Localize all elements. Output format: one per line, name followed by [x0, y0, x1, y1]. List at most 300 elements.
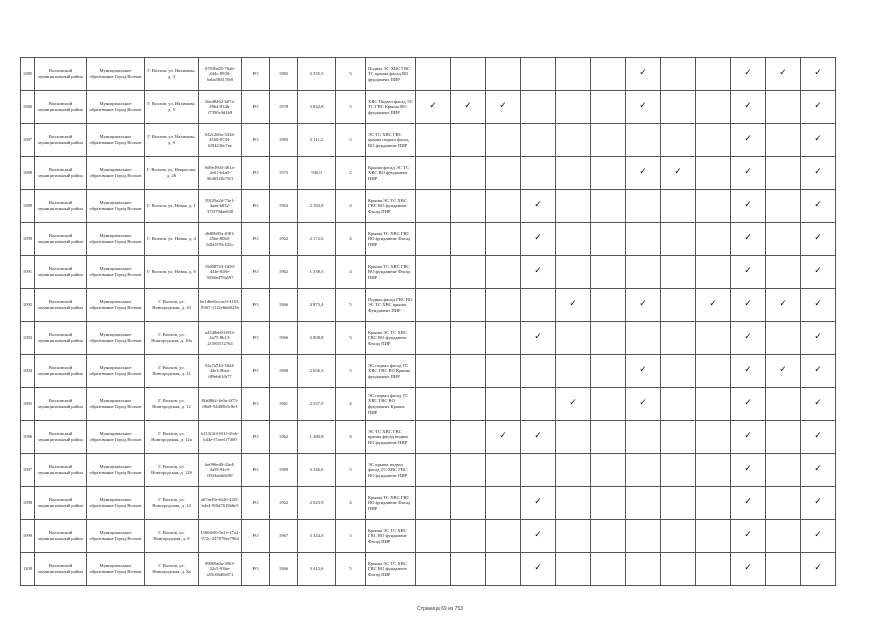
municipality-cell: Муниципальное образование Город Волхов: [87, 553, 145, 586]
work-check-cell: [801, 421, 836, 454]
table-row: [21, 454, 836, 487]
work-check-cell: [661, 322, 696, 355]
row-number-cell: 1097: [21, 454, 35, 487]
check-mark-icon: ✓: [569, 299, 577, 310]
work-check-cell: [696, 487, 731, 520]
work-check-cell: [696, 454, 731, 487]
check-mark-icon: ✓: [744, 200, 752, 211]
work-check-cell: [486, 190, 521, 223]
check-mark-icon: ✓: [814, 398, 822, 409]
work-check-cell: [801, 91, 836, 124]
work-check-cell: [591, 190, 626, 223]
work-check-cell: [591, 454, 626, 487]
check-mark-icon: ✓: [744, 68, 752, 79]
check-mark-icon: ✓: [779, 299, 787, 310]
work-check-cell: [731, 553, 766, 586]
work-check-cell: [556, 520, 591, 553]
total-area-cell: 2 537,9: [298, 388, 336, 421]
work-check-cell: [661, 520, 696, 553]
address-cell: Г. Волхов, ул. Новая, д. 4: [145, 223, 199, 256]
work-check-cell: [486, 520, 521, 553]
work-check-cell: [626, 58, 661, 91]
district-cell: Волховский муниципальный район: [35, 157, 87, 190]
table-row: [21, 322, 836, 355]
floors-cell: 5: [336, 454, 366, 487]
work-check-cell: [801, 157, 836, 190]
work-check-cell: [696, 388, 731, 421]
municipality-cell: Муниципальное образование Город Волхов: [87, 58, 145, 91]
floors-cell: 5: [336, 322, 366, 355]
fund-type-cell: РО: [242, 256, 270, 289]
work-check-cell: [591, 322, 626, 355]
table-row: [21, 223, 836, 256]
work-check-cell: [556, 289, 591, 322]
check-mark-icon: ✓: [534, 233, 542, 244]
check-mark-icon: ✓: [814, 134, 822, 145]
fund-type-cell: РО: [242, 388, 270, 421]
house-guid-cell: 1560fe06-5a1e-47a3-972c-247879ee7964: [199, 520, 242, 553]
check-mark-icon: ✓: [814, 233, 822, 244]
work-check-cell: [416, 190, 451, 223]
work-types-cell: Крыша фасад ЭС ТС ХВС ВО фундамент ПИР: [366, 157, 416, 190]
work-check-cell: [696, 553, 731, 586]
check-mark-icon: ✓: [639, 68, 647, 79]
work-check-cell: [521, 124, 556, 157]
work-check-cell: [766, 322, 801, 355]
district-cell: Волховский муниципальный район: [35, 223, 87, 256]
build-year-cell: 1966: [270, 553, 298, 586]
check-mark-icon: ✓: [534, 563, 542, 574]
total-area-cell: 2 183,8: [298, 190, 336, 223]
check-mark-icon: ✓: [569, 398, 577, 409]
work-check-cell: [556, 487, 591, 520]
address-cell: Г. Волхов, ул. Новгородская, д. 8: [145, 520, 199, 553]
check-mark-icon: ✓: [534, 497, 542, 508]
fund-type-cell: РО: [242, 421, 270, 454]
check-mark-icon: ✓: [464, 101, 472, 112]
work-check-cell: [521, 157, 556, 190]
work-check-cell: [626, 388, 661, 421]
work-check-cell: [801, 124, 836, 157]
check-mark-icon: ✓: [639, 167, 647, 178]
work-check-cell: [451, 355, 486, 388]
work-check-cell: [661, 388, 696, 421]
house-guid-cell: 92a7a743-5844-44e3-9bea-f09eb61fb77: [199, 355, 242, 388]
floors-cell: 4: [336, 388, 366, 421]
table-body: [21, 58, 836, 586]
work-check-cell: [486, 289, 521, 322]
work-types-cell: Подвал ЭС ХВС ГВС ТС крыша фасад ВО фундамент ПИР: [366, 58, 416, 91]
work-check-cell: [801, 520, 836, 553]
work-check-cell: [731, 322, 766, 355]
district-cell: Волховский муниципальный район: [35, 487, 87, 520]
floors-cell: 4: [336, 421, 366, 454]
house-guid-cell: db80b95a-f081-45be-80b5-b2b0378c525c: [199, 223, 242, 256]
address-cell: Г. Волхов, ул. Новгородская, д. 11: [145, 355, 199, 388]
check-mark-icon: ✓: [534, 200, 542, 211]
work-check-cell: [591, 553, 626, 586]
work-check-cell: [591, 256, 626, 289]
work-check-cell: [766, 421, 801, 454]
work-types-cell: Крыша ЭС ТС ХВС ГВС ВО фундамент Фасад ПИР: [366, 190, 416, 223]
work-check-cell: [766, 124, 801, 157]
work-check-cell: [801, 487, 836, 520]
check-mark-icon: ✓: [744, 332, 752, 343]
total-area-cell: 3 412,6: [298, 553, 336, 586]
work-check-cell: [416, 388, 451, 421]
work-check-cell: [731, 124, 766, 157]
check-mark-icon: ✓: [499, 101, 507, 112]
check-mark-icon: ✓: [814, 464, 822, 475]
floors-cell: 5: [336, 289, 366, 322]
check-mark-icon: ✓: [639, 365, 647, 376]
district-cell: Волховский муниципальный район: [35, 256, 87, 289]
work-check-cell: [416, 58, 451, 91]
work-check-cell: [556, 322, 591, 355]
work-check-cell: [661, 487, 696, 520]
work-check-cell: [591, 289, 626, 322]
work-check-cell: [626, 91, 661, 124]
work-check-cell: [451, 289, 486, 322]
address-cell: Г. Волхов, ул. Новая, д. 1: [145, 190, 199, 223]
house-guid-cell: 19d08723-1d50-44fe-818e-5038a479a597: [199, 256, 242, 289]
row-number-cell: 1094: [21, 355, 35, 388]
check-mark-icon: ✓: [814, 332, 822, 343]
work-check-cell: [801, 256, 836, 289]
work-check-cell: [731, 256, 766, 289]
work-check-cell: [766, 289, 801, 322]
check-mark-icon: ✓: [534, 530, 542, 541]
work-types-cell: ЭС подвал фасад ТС ХВС ГВС ВО фундамент Крыша ПИР: [366, 388, 416, 421]
build-year-cell: 1966: [270, 322, 298, 355]
table-row: [21, 421, 836, 454]
check-mark-icon: ✓: [744, 563, 752, 574]
check-mark-icon: ✓: [744, 497, 752, 508]
check-mark-icon: ✓: [814, 365, 822, 376]
work-check-cell: [661, 289, 696, 322]
work-check-cell: [486, 454, 521, 487]
work-check-cell: [451, 256, 486, 289]
work-check-cell: [766, 520, 801, 553]
work-check-cell: [661, 91, 696, 124]
work-check-cell: [416, 520, 451, 553]
fund-type-cell: РО: [242, 487, 270, 520]
work-check-cell: [766, 91, 801, 124]
table-row: [21, 520, 836, 553]
row-number-cell: 1086: [21, 91, 35, 124]
row-number-cell: 1088: [21, 157, 35, 190]
work-check-cell: [626, 256, 661, 289]
work-check-cell: [731, 388, 766, 421]
work-types-cell: Крыша ТС ХВС ГВС ВО фундамент Фасад ПИР: [366, 487, 416, 520]
total-area-cell: 5 111,2: [298, 124, 336, 157]
table-row: [21, 190, 836, 223]
fund-type-cell: РО: [242, 289, 270, 322]
table-row: [21, 256, 836, 289]
total-area-cell: 1 338,5: [298, 256, 336, 289]
house-guid-cell: a4348eb0-b933-4a75-8b13-21585512764: [199, 322, 242, 355]
address-cell: Г. Волхов, ул. Нахимова, д. 5: [145, 91, 199, 124]
build-year-cell: 1963: [270, 190, 298, 223]
fund-type-cell: РО: [242, 190, 270, 223]
work-check-cell: [486, 223, 521, 256]
work-check-cell: [766, 223, 801, 256]
floors-cell: 5: [336, 124, 366, 157]
floors-cell: 4: [336, 487, 366, 520]
district-cell: Волховский муниципальный район: [35, 91, 87, 124]
work-types-cell: ЭС ТС ХВС ГВС крыша подвал фасад ВО фундамент ПИР: [366, 124, 416, 157]
check-mark-icon: ✓: [814, 563, 822, 574]
build-year-cell: 1961: [270, 388, 298, 421]
check-mark-icon: ✓: [639, 398, 647, 409]
table-row: [21, 157, 836, 190]
row-number-cell: 1085: [21, 58, 35, 91]
row-number-cell: 1095: [21, 388, 35, 421]
work-types-cell: Крыша ТС ХВС ГВС ВО фундамент Фасад ПИР: [366, 223, 416, 256]
work-check-cell: [416, 454, 451, 487]
work-check-cell: [556, 421, 591, 454]
address-cell: Г. Волхов, ул. Новгородская, д. 12а: [145, 421, 199, 454]
municipality-cell: Муниципальное образование Город Волхов: [87, 454, 145, 487]
municipality-cell: Муниципальное образование Город Волхов: [87, 124, 145, 157]
work-check-cell: [626, 355, 661, 388]
work-check-cell: [451, 58, 486, 91]
work-check-cell: [521, 190, 556, 223]
work-check-cell: [416, 157, 451, 190]
work-check-cell: [626, 124, 661, 157]
work-types-cell: Крыша ЭС ТС ХВС ГВС ВО фундамент Фасад ПИР: [366, 520, 416, 553]
fund-type-cell: РО: [242, 157, 270, 190]
work-check-cell: [766, 553, 801, 586]
work-check-cell: [626, 553, 661, 586]
work-check-cell: [416, 256, 451, 289]
work-check-cell: [591, 421, 626, 454]
address-cell: Г. Волхов, ул. Новгородская, д. 10: [145, 289, 199, 322]
work-check-cell: [696, 157, 731, 190]
table-row: [21, 487, 836, 520]
work-check-cell: [451, 223, 486, 256]
work-check-cell: [451, 454, 486, 487]
row-number-cell: 1091: [21, 256, 35, 289]
work-check-cell: [416, 355, 451, 388]
work-check-cell: [556, 91, 591, 124]
work-check-cell: [556, 355, 591, 388]
total-area-cell: 3 344,0: [298, 520, 336, 553]
work-check-cell: [731, 520, 766, 553]
address-cell: Г. Волхов, ул. Новгородская, д. 10а: [145, 322, 199, 355]
district-cell: Волховский муниципальный район: [35, 190, 87, 223]
municipality-cell: Муниципальное образование Город Волхов: [87, 91, 145, 124]
check-mark-icon: ✓: [744, 431, 752, 442]
house-guid-cell: 26ed8462-b07a-49b4-834b-f7390c9d1b9: [199, 91, 242, 124]
work-check-cell: [626, 289, 661, 322]
check-mark-icon: ✓: [499, 431, 507, 442]
check-mark-icon: ✓: [744, 167, 752, 178]
work-check-cell: [661, 157, 696, 190]
work-check-cell: [521, 355, 556, 388]
build-year-cell: 1962: [270, 487, 298, 520]
fund-type-cell: РО: [242, 58, 270, 91]
work-check-cell: [696, 355, 731, 388]
municipality-cell: Муниципальное образование Город Волхов: [87, 256, 145, 289]
work-check-cell: [451, 388, 486, 421]
address-cell: Г. Волхов, ул. Новгородская, д. 14: [145, 487, 199, 520]
work-check-cell: [521, 553, 556, 586]
work-check-cell: [556, 58, 591, 91]
total-area-cell: 3 346,6: [298, 454, 336, 487]
address-cell: Г. Волхов, ул. Новая, д. 8: [145, 256, 199, 289]
check-mark-icon: ✓: [814, 68, 822, 79]
work-check-cell: [451, 91, 486, 124]
check-mark-icon: ✓: [779, 68, 787, 79]
work-check-cell: [486, 124, 521, 157]
build-year-cell: 1962: [270, 223, 298, 256]
work-check-cell: [801, 289, 836, 322]
build-year-cell: 1962: [270, 421, 298, 454]
work-check-cell: [696, 421, 731, 454]
build-year-cell: 1982: [270, 58, 298, 91]
municipality-cell: Муниципальное образование Город Волхов: [87, 487, 145, 520]
house-guid-cell: 59129a2d-73e1-4aaa-b832-37f379dae630: [199, 190, 242, 223]
work-check-cell: [731, 190, 766, 223]
work-check-cell: [591, 223, 626, 256]
row-number-cell: 1100: [21, 553, 35, 586]
work-check-cell: [731, 487, 766, 520]
district-cell: Волховский муниципальный район: [35, 520, 87, 553]
work-check-cell: [451, 553, 486, 586]
work-check-cell: [416, 124, 451, 157]
work-types-cell: Крыша ЭС ТС ХВС ГВС ВО фундамент Фасад ПИР: [366, 322, 416, 355]
district-cell: Волховский муниципальный район: [35, 58, 87, 91]
district-cell: Волховский муниципальный район: [35, 553, 87, 586]
work-check-cell: [696, 322, 731, 355]
work-check-cell: [661, 223, 696, 256]
check-mark-icon: ✓: [709, 299, 717, 310]
row-number-cell: 1087: [21, 124, 35, 157]
row-number-cell: 1090: [21, 223, 35, 256]
row-number-cell: 1093: [21, 322, 35, 355]
work-check-cell: [766, 190, 801, 223]
work-check-cell: [661, 58, 696, 91]
work-check-cell: [451, 157, 486, 190]
work-check-cell: [486, 256, 521, 289]
check-mark-icon: ✓: [744, 233, 752, 244]
work-check-cell: [591, 355, 626, 388]
total-area-cell: 3 808,8: [298, 322, 336, 355]
check-mark-icon: ✓: [814, 200, 822, 211]
address-cell: Г. Волхов, ул. Нахимова, д. 9: [145, 124, 199, 157]
work-types-cell: Крыша ЭС ТС ХВС ГВС ВО фундамент Фасад ПИР: [366, 553, 416, 586]
work-check-cell: [416, 487, 451, 520]
house-guid-cell: 8fa08b2-4e0a-4f73-88a9-92d89b5c8e1: [199, 388, 242, 421]
total-area-cell: 2 656,3: [298, 355, 336, 388]
fund-type-cell: РО: [242, 355, 270, 388]
house-guid-cell: 99069a0a-3063-42c5-93be-a55c66d0e871: [199, 553, 242, 586]
work-check-cell: [486, 322, 521, 355]
work-check-cell: [766, 256, 801, 289]
address-cell: Г. Волхов, ул. Новгородская, д. 12: [145, 388, 199, 421]
house-guid-cell: a67aef5e-bf26-43f5-b4e4-9f9d7619b6e5: [199, 487, 242, 520]
row-number-cell: 1098: [21, 487, 35, 520]
check-mark-icon: ✓: [744, 530, 752, 541]
work-check-cell: [731, 355, 766, 388]
work-check-cell: [556, 124, 591, 157]
build-year-cell: 1983: [270, 124, 298, 157]
fund-type-cell: РО: [242, 553, 270, 586]
total-area-cell: 3 335,5: [298, 58, 336, 91]
work-check-cell: [591, 124, 626, 157]
work-check-cell: [661, 355, 696, 388]
check-mark-icon: ✓: [674, 167, 682, 178]
work-check-cell: [626, 223, 661, 256]
municipality-cell: Муниципальное образование Город Волхов: [87, 388, 145, 421]
register-table: [20, 57, 836, 586]
row-number-cell: 1096: [21, 421, 35, 454]
work-check-cell: [521, 520, 556, 553]
work-check-cell: [451, 421, 486, 454]
work-check-cell: [766, 355, 801, 388]
work-check-cell: [591, 157, 626, 190]
municipality-cell: Муниципальное образование Город Волхов: [87, 223, 145, 256]
work-check-cell: [451, 124, 486, 157]
house-guid-cell: 0d9e3903-461a-4e61-b4a0-96465f3b75f3: [199, 157, 242, 190]
house-guid-cell: 67830a05-76a6-444c-8930-6aba58d17fb9: [199, 58, 242, 91]
build-year-cell: 1967: [270, 520, 298, 553]
work-check-cell: [626, 487, 661, 520]
total-area-cell: 930,0: [298, 157, 336, 190]
check-mark-icon: ✓: [744, 365, 752, 376]
work-check-cell: [696, 223, 731, 256]
check-mark-icon: ✓: [779, 365, 787, 376]
work-check-cell: [766, 487, 801, 520]
work-check-cell: [521, 91, 556, 124]
table-row: [21, 58, 836, 91]
check-mark-icon: ✓: [814, 167, 822, 178]
work-check-cell: [556, 388, 591, 421]
work-check-cell: [521, 223, 556, 256]
work-check-cell: [731, 223, 766, 256]
work-check-cell: [731, 421, 766, 454]
work-check-cell: [521, 289, 556, 322]
fund-type-cell: РО: [242, 124, 270, 157]
work-check-cell: [801, 553, 836, 586]
work-check-cell: [731, 289, 766, 322]
check-mark-icon: ✓: [534, 332, 542, 343]
check-mark-icon: ✓: [639, 101, 647, 112]
work-check-cell: [801, 322, 836, 355]
fund-type-cell: РО: [242, 223, 270, 256]
check-mark-icon: ✓: [639, 299, 647, 310]
work-check-cell: [626, 157, 661, 190]
address-cell: Г. Волхов, ул. Новгородская, д. 12б: [145, 454, 199, 487]
address-cell: Г. Волхов, ул. Новгородская, д. 8а: [145, 553, 199, 586]
work-check-cell: [696, 289, 731, 322]
work-check-cell: [661, 256, 696, 289]
table-row: [21, 355, 836, 388]
work-check-cell: [696, 256, 731, 289]
municipality-cell: Муниципальное образование Город Волхов: [87, 190, 145, 223]
check-mark-icon: ✓: [744, 398, 752, 409]
check-mark-icon: ✓: [744, 266, 752, 277]
district-cell: Волховский муниципальный район: [35, 355, 87, 388]
check-mark-icon: ✓: [744, 101, 752, 112]
work-check-cell: [521, 256, 556, 289]
district-cell: Волховский муниципальный район: [35, 421, 87, 454]
work-check-cell: [451, 322, 486, 355]
build-year-cell: 1962: [270, 256, 298, 289]
work-check-cell: [626, 421, 661, 454]
table-row: [21, 553, 836, 586]
